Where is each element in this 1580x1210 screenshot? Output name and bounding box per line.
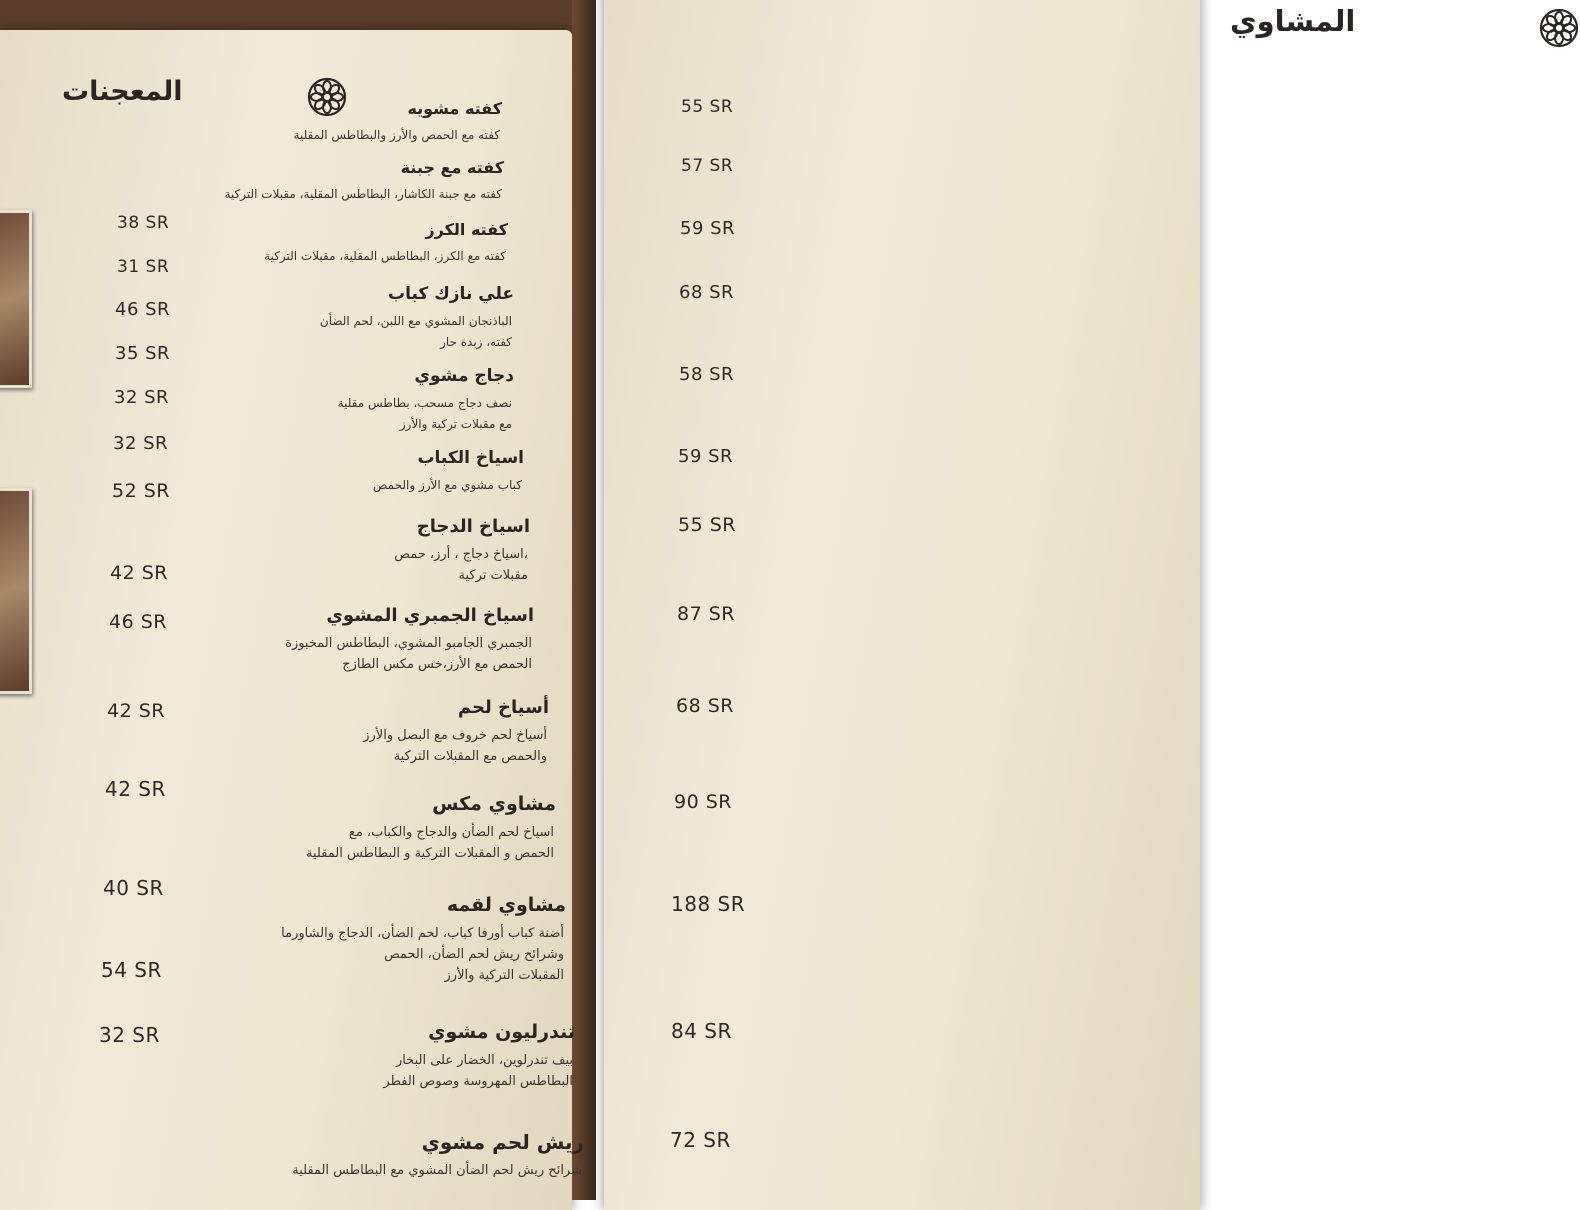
menu-item-description: وشرائح ريش لحم الضأن، الحمص [384,947,564,962]
rosette-icon [306,76,348,118]
menu-item-price: 35 SR [115,343,171,364]
menu-item-price: 72 SR [670,1128,731,1152]
menu-item-price: 188 SR [671,892,746,916]
menu-item-price: 68 SR [679,282,735,303]
menu-item-price: 32 SR [113,433,169,454]
menu-item-price: 54 SR [101,958,162,982]
menu-item-description: شرائح ريش لحم الضأن المشوي مع البطاطس المقلية [292,1163,582,1178]
menu-item-price: 46 SR [115,299,171,320]
section-title-grills: المشاوي [1230,4,1356,38]
menu-item-name: اسياخ الكباب [417,448,524,468]
menu-item-name: مشاوي لقمه [446,894,566,916]
menu-item-description: مع مقبلات تركية والأرز [399,417,512,431]
menu-item-price: 31 SR [117,257,170,277]
menu-item-price: 46 SR [109,611,167,633]
menu-item-price: 68 SR [676,695,734,717]
menu-item-name: ريش لحم مشوي [421,1130,584,1154]
menu-item-description: بيف تندرلوين، الخضار على البخار [395,1053,573,1068]
menu-item-price: 40 SR [103,876,164,900]
menu-item-description: أسياخ لحم خروف مع البصل والأرز [363,728,547,743]
menu-item-price: 42 SR [105,777,166,801]
menu-item-price: 32 SR [99,1023,160,1047]
menu-item-price: 90 SR [674,791,732,813]
menu-item-price: 59 SR [678,446,734,467]
food-photo-thumbnail [0,210,32,388]
menu-item-name: اسياخ الجمبري المشوي [326,605,534,626]
menu-item-price: 55 SR [678,514,736,536]
menu-item-price: 58 SR [679,364,735,385]
menu-item-description: البطاطس المهروسة وصوص الفطر [383,1074,573,1089]
menu-item-price: 87 SR [677,603,735,625]
menu-item-name: كفته مشويه [407,99,502,118]
menu-item-price: 59 SR [680,218,736,239]
menu-item-description: ،اسياخ دجاج ، أرز، حمص [394,547,528,562]
menu-item-price: 42 SR [107,700,165,722]
menu-item-description: كفته مع الحمص والأرز والبطاطس المقلية [293,128,500,142]
menu-item-description: والحمص مع المقبلات التركية [393,749,547,764]
table-edge [572,0,596,1200]
menu-item-description: الجمبري الجامبو المشوي، البطاطس المخبوزة [285,636,532,651]
menu-item-description: اسياخ لحم الضأن والدجاج والكباب، مع [348,825,554,840]
menu-item-description: الحمص مع الأرز،خس مكس الطازج [342,657,532,672]
menu-item-description: كفته مع جبنة الكاشار، البطاطس المقلية، مقبلات التركية [224,187,502,201]
menu-item-name: كفته مع جبنة [400,158,504,177]
rosette-icon [1538,7,1580,49]
menu-item-name: تندرليون مشوي [428,1021,575,1043]
menu-item-description: أضنة كباب أورفا كباب، لحم الضأن، الدجاج والشاورما [281,926,564,941]
menu-item-price: 32 SR [114,387,170,408]
menu-item-name: علي نازك كباب [387,284,514,304]
menu-item-price: 42 SR [110,562,168,584]
menu-item-description: كفته مع الكرز، البطاطس المقلية، مقبلات التركية [264,249,506,263]
menu-item-description: مقبلات تركية [458,568,528,583]
food-photo-thumbnail [0,488,32,694]
menu-item-description: الحمص و المقبلات التركية و البطاطس المقلية [306,846,554,861]
menu-item-name: اسياخ الدجاج [416,516,530,537]
menu-item-price: 52 SR [112,480,170,502]
menu-item-description: نصف دجاج مسحب، بطاطس مقلية [337,396,512,410]
menu-item-price: 57 SR [681,156,734,176]
menu-item-description: الباذنجان المشوي مع اللبن، لحم الضأن [319,314,512,328]
menu-item-name: مشاوي مكس [432,793,556,815]
menu-item-name: كفته الكرز [425,220,508,239]
section-title-pastries: المعجنات [62,76,183,107]
menu-item-description: كفته، زبدة حار [440,335,512,349]
menu-item-description: المقبلات التركية والأرز [444,968,564,983]
menu-item-name: دجاج مشوي [414,366,514,386]
menu-item-name: أسياخ لحم [457,697,549,718]
menu-item-description: كباب مشوي مع الأرز والحمص [372,478,522,492]
menu-item-price: 38 SR [117,213,170,233]
menu-photo-left [0,0,596,1200]
menu-photo-right [224,0,1356,1200]
menu-item-price: 55 SR [681,97,734,117]
menu-item-price: 84 SR [671,1019,732,1043]
